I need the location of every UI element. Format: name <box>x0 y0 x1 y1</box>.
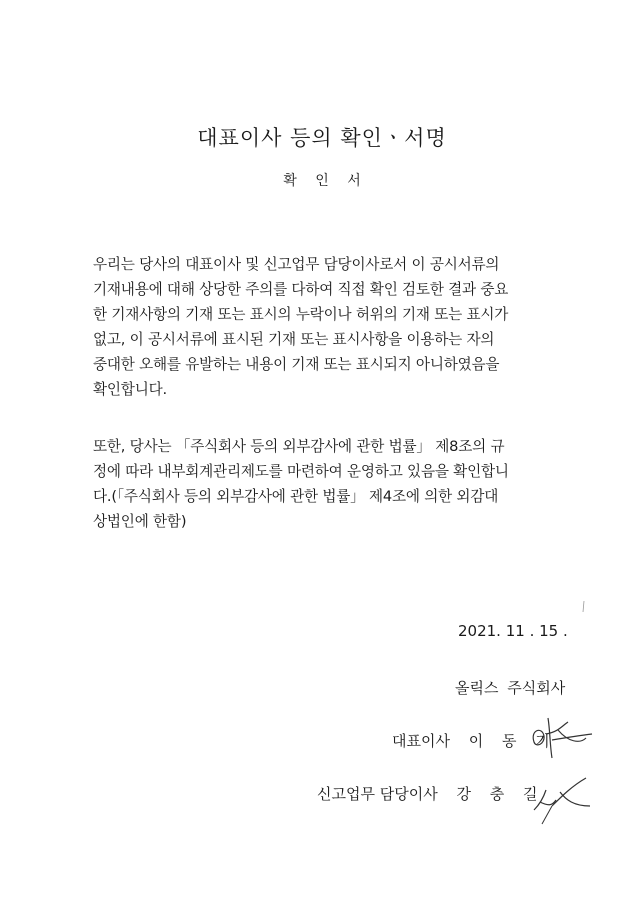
paragraph-line: 없고, 이 공시서류에 표시된 기재 또는 표시사항을 이용하는 자의 <box>93 331 495 348</box>
paragraph-line: 중대한 오해를 유발하는 내용이 기재 또는 표시되지 아니하였음을 <box>93 356 500 373</box>
paragraph-line: 한 기재사항의 기재 또는 표시의 누락이나 허위의 기재 또는 표시가 <box>93 306 509 323</box>
paragraph-line: 상법인에 한함) <box>93 513 187 530</box>
document-subtitle: 확 인 서 <box>283 173 361 189</box>
paragraph-line: 우리는 당사의 대표이사 및 신고업무 담당이사로서 이 공시서류의 <box>93 256 500 273</box>
paragraph-line: 정에 따라 내부회계관리제도를 마련하여 운영하고 있음을 확인합니 <box>93 463 509 480</box>
paragraph-line: 확인합니다. <box>93 381 167 398</box>
paragraph-line: 다.(「주식회사 등의 외부감사에 관한 법률」 제4조에 의한 외감대 <box>93 488 499 505</box>
pen-mark <box>580 600 588 614</box>
document-date: 2021. 11 . 15 . <box>458 622 568 640</box>
signer-title: 대표이사 <box>392 732 450 750</box>
ceo-handwritten-signature <box>528 712 598 762</box>
document-title: 대표이사 등의 확인ㆍ서명 <box>197 126 447 150</box>
officer-handwritten-signature <box>530 766 600 826</box>
confirmation-paragraph <box>93 252 593 402</box>
paragraph-line: 또한, 당사는 「주식회사 등의 외부감사에 관한 법률」 제8조의 규 <box>93 438 505 455</box>
signer-name: 강 충 길 <box>456 785 545 803</box>
signer-name: 이 동 기 <box>468 732 557 750</box>
signer-title: 신고업무 담당이사 <box>317 785 438 803</box>
reporting-officer-signature-row <box>317 783 545 804</box>
internal-control-paragraph <box>93 434 593 534</box>
paragraph-line: 기재내용에 대해 상당한 주의를 다하여 직접 확인 검토한 결과 중요 <box>93 281 509 298</box>
company-name: 올릭스 주식회사 <box>455 679 566 697</box>
